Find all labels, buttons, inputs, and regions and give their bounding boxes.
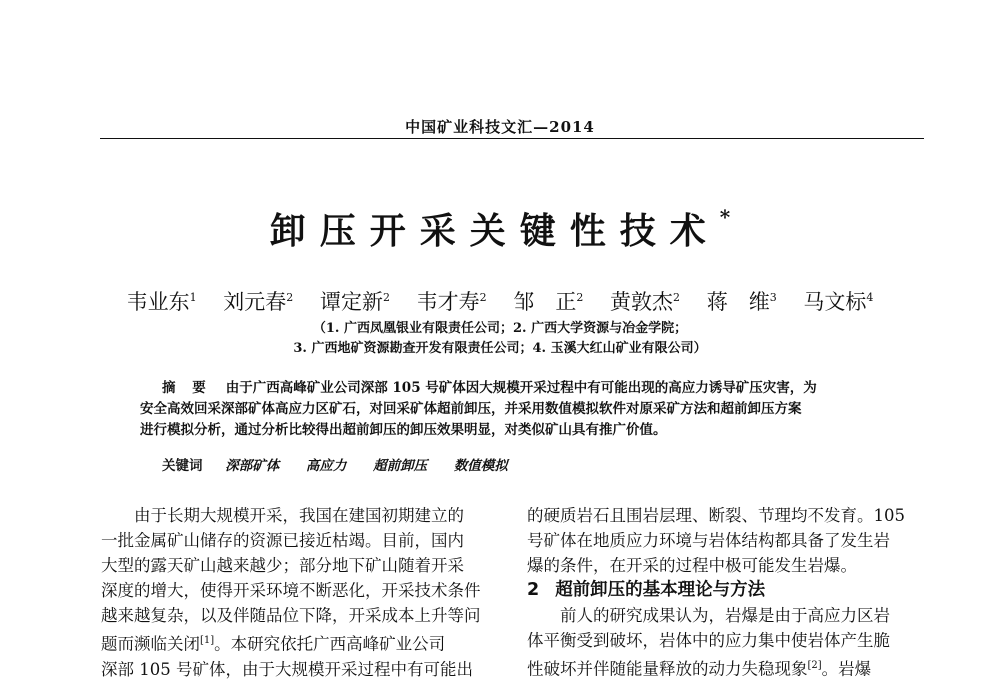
paragraph [527, 603, 924, 682]
text-line: 深度的增大，使得开采环境不断恶化，开采技术条件 [101, 581, 481, 600]
author: 马文标$^4$ [803, 290, 874, 314]
affiliation-line: （1. 广西凤凰银业有限责任公司；2. 广西大学资源与冶金学院； [312, 321, 688, 336]
text-line: 大型的露天矿山越来越少；部分地下矿山随着开采 [101, 556, 464, 575]
author: 刘元春$^2$ [223, 290, 294, 314]
keywords-label: 关键词 [162, 458, 203, 474]
abstract-line: 进行模拟分析，通过分析比较得出超前卸压的卸压效果明显，对类似矿山具有推广价值。 [140, 422, 667, 438]
body-column-right [527, 503, 924, 682]
keyword: 超前卸压 [373, 458, 428, 474]
paper-title [0, 203, 1000, 254]
keyword: 高应力 [305, 458, 347, 474]
paragraph [527, 503, 924, 578]
section-heading [527, 578, 924, 603]
author: 蒋 维$^3$ [706, 290, 777, 314]
text-line: 体平衡受到破坏，岩体中的应力集中使岩体产生脆 [527, 631, 890, 650]
keyword: 深部矿体 [225, 458, 280, 474]
text-line: 越来越复杂，以及伴随品位下降，开采成本上升等问 [101, 606, 481, 625]
citation: [1] [200, 635, 215, 646]
author: 韦才寿$^2$ [416, 290, 487, 314]
author: 邹 正$^2$ [513, 290, 584, 314]
author: 韦业东$^1$ [126, 290, 197, 314]
title-footnote-mark: * [719, 205, 731, 229]
keyword: 数值模拟 [453, 458, 508, 474]
section-title: 超前卸压的基本理论与方法 [555, 580, 766, 600]
title-text: 卸压开采关键性技术 [269, 210, 720, 252]
body-column-left [101, 503, 497, 682]
text-line: 深部 105 号矿体，由于大规模开采过程中有可能出 [101, 659, 473, 679]
affiliation-line: 3. 广西地矿资源勘查开发有限责任公司；4. 玉溪大红山矿业有限公司） [293, 341, 707, 356]
abstract [140, 378, 884, 441]
text-line: 的硬质岩石且围岩层理、断裂、节理均不发育。105 [527, 506, 905, 525]
abstract-line: 由于广西高峰矿业公司深部 105 号矿体因大规模开采过程中有可能出现的高应力诱导矿压灾害，为 [225, 380, 817, 396]
text-line: 前人的研究成果认为，岩爆是由于高应力区岩 [560, 606, 890, 625]
journal-header: 中国矿业科技文汇—2014 [405, 118, 595, 136]
section-number: 2 [527, 580, 540, 600]
keywords [162, 454, 862, 474]
header-rule [100, 138, 924, 139]
author-list [0, 286, 1000, 316]
text-line: 一批金属矿山储存的资源已接近枯竭。目前，国内 [101, 531, 464, 550]
abstract-line: 安全高效回采深部矿体高应力区矿石，对回采矿体超前卸压，并采用数值模拟软件对原采矿方法和超前卸压方案 [140, 401, 802, 417]
text-line: 号矿体在地质应力环境与岩体结构都具备了发生岩 [527, 531, 890, 550]
paragraph [101, 503, 497, 682]
text-line: 题而濒临关闭[1]。本研究依托广西高峰矿业公司 [101, 634, 446, 654]
text-line: 性破坏并伴随能量释放的动力失稳现象[2]。岩爆 [527, 659, 872, 679]
citation: [2] [807, 660, 822, 671]
text-line: 由于长期大规模开采，我国在建国初期建立的 [134, 506, 464, 525]
text-line: 爆的条件，在开采的过程中极可能发生岩爆。 [527, 556, 857, 575]
abstract-label: 摘 要 [162, 380, 212, 396]
author: 黄敦杰$^2$ [610, 290, 681, 314]
author: 谭定新$^2$ [319, 290, 390, 314]
